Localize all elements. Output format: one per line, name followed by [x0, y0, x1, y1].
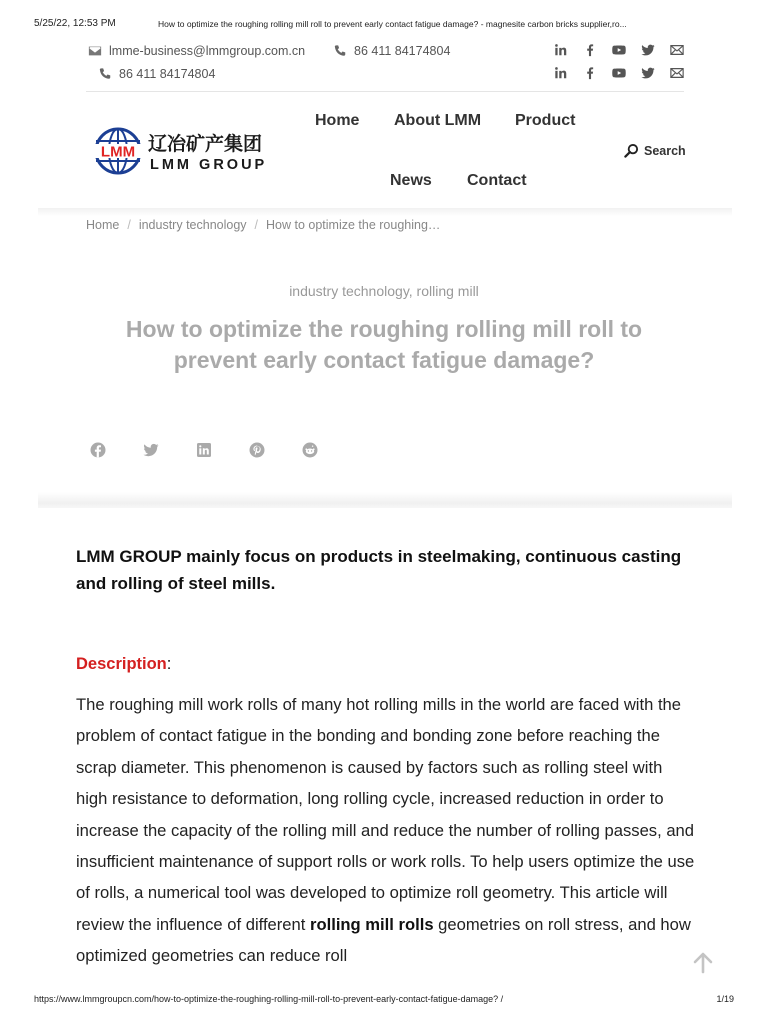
breadcrumb-current: How to optimize the roughing…: [266, 218, 441, 232]
phone-icon: [333, 44, 347, 58]
search-icon: [624, 143, 639, 158]
email-text: lmme-business@lmmgroup.com.cn: [109, 44, 306, 58]
twitter-icon[interactable]: [641, 43, 655, 57]
logo-cn-text: 辽冶矿产集团: [148, 133, 263, 155]
print-page-number: 1/19: [716, 994, 734, 1004]
envelope-icon: [88, 44, 102, 58]
breadcrumb: [86, 218, 440, 232]
facebook-icon[interactable]: [90, 442, 106, 458]
breadcrumb-category[interactable]: industry technology: [138, 218, 247, 232]
header-shadow: [38, 208, 732, 216]
description-label: Description: [76, 655, 167, 673]
nav-product[interactable]: Product: [515, 112, 576, 129]
body-text-part-2: geometries on roll stress, and how optimized geometries can reduce roll: [76, 914, 691, 966]
body-text-part-1: The roughing mill work rolls of many hot rolling mills in the world are faced with the problem of contact fatigue in the bonding and bonding zone before reaching the scrap diameter. This phenomenon is caused by factors such as rolling steel with high resistance to deformation, long rolling cycle, increased reduction in order to increase the capacity of the rolling mill and reduce the number of rolling passes, and insufficient maintenance of support rolls or work rolls. To help users optimize the use of rolls, a numerical tool was developed to optimize roll geometry. This article will review the influence of different: [76, 695, 695, 934]
nav-about-lmm[interactable]: About LMM: [394, 112, 482, 129]
breadcrumb-separator: /: [127, 218, 131, 232]
lead-paragraph: LMM GROUP mainly focus on products in steelmaking, continuous casting and rolling of steel mills.: [76, 547, 682, 593]
site-logo[interactable]: [94, 127, 274, 175]
phone-icon: [98, 67, 112, 81]
print-url: https://www.lmmgroupcn.com/how-to-optimize-the-roughing-rolling-mill-roll-to-prevent-early-contact-fatigue-damage? /: [34, 994, 504, 1004]
nav-contact[interactable]: Contact: [467, 172, 527, 189]
breadcrumb-separator: /: [254, 218, 259, 232]
lmm-logo-graphic: [94, 127, 274, 175]
phone-text-1: 86 411 84174804: [354, 44, 451, 58]
linkedin-icon[interactable]: [196, 442, 212, 458]
facebook-icon[interactable]: [583, 66, 597, 80]
scroll-to-top-button[interactable]: [690, 950, 716, 976]
site-header: [38, 93, 732, 211]
post-title: How to optimize the roughing rolling mill roll to prevent early contact fatigue damage?: [125, 316, 643, 373]
mail-icon[interactable]: [670, 43, 684, 57]
rolling-mill-rolls-link[interactable]: rolling mill rolls: [310, 914, 434, 934]
twitter-icon[interactable]: [641, 66, 655, 80]
logo-mark-text: LMM: [100, 143, 136, 161]
mail-icon[interactable]: [670, 66, 684, 80]
top-contact-bar: [86, 38, 684, 92]
body-paragraph: [76, 689, 698, 972]
nav-home[interactable]: Home: [315, 112, 360, 129]
linkedin-icon[interactable]: [554, 66, 568, 80]
arrow-up-icon: [690, 950, 716, 976]
breadcrumb-home[interactable]: Home: [86, 218, 120, 232]
description-colon: :: [166, 655, 172, 673]
search-button[interactable]: [624, 143, 686, 158]
share-buttons: [90, 442, 318, 458]
phone-contact-2[interactable]: [98, 67, 215, 81]
description-heading: [76, 655, 171, 674]
search-label: Search: [644, 143, 686, 158]
section-divider: [38, 492, 732, 508]
phone-text-2: 86 411 84174804: [119, 67, 216, 81]
social-links-row-2: [554, 66, 684, 80]
post-categories[interactable]: industry technology, rolling mill: [289, 283, 479, 299]
nav-news[interactable]: News: [390, 172, 432, 189]
youtube-icon[interactable]: [612, 43, 626, 57]
youtube-icon[interactable]: [612, 66, 626, 80]
pinterest-icon[interactable]: [249, 442, 265, 458]
print-date: 5/25/22, 12:53 PM: [34, 18, 116, 29]
logo-en-text: LMM GROUP: [150, 157, 268, 173]
facebook-icon[interactable]: [583, 43, 597, 57]
reddit-icon[interactable]: [302, 442, 318, 458]
phone-contact-1[interactable]: [333, 44, 450, 58]
twitter-icon[interactable]: [143, 442, 159, 458]
social-links-row-1: [554, 43, 684, 57]
print-title: How to optimize the roughing rolling mill roll to prevent early contact fatigue damage? - magnesite carbon bricks supplier,ro...: [158, 19, 627, 29]
email-contact[interactable]: [88, 44, 305, 58]
linkedin-icon[interactable]: [554, 43, 568, 57]
